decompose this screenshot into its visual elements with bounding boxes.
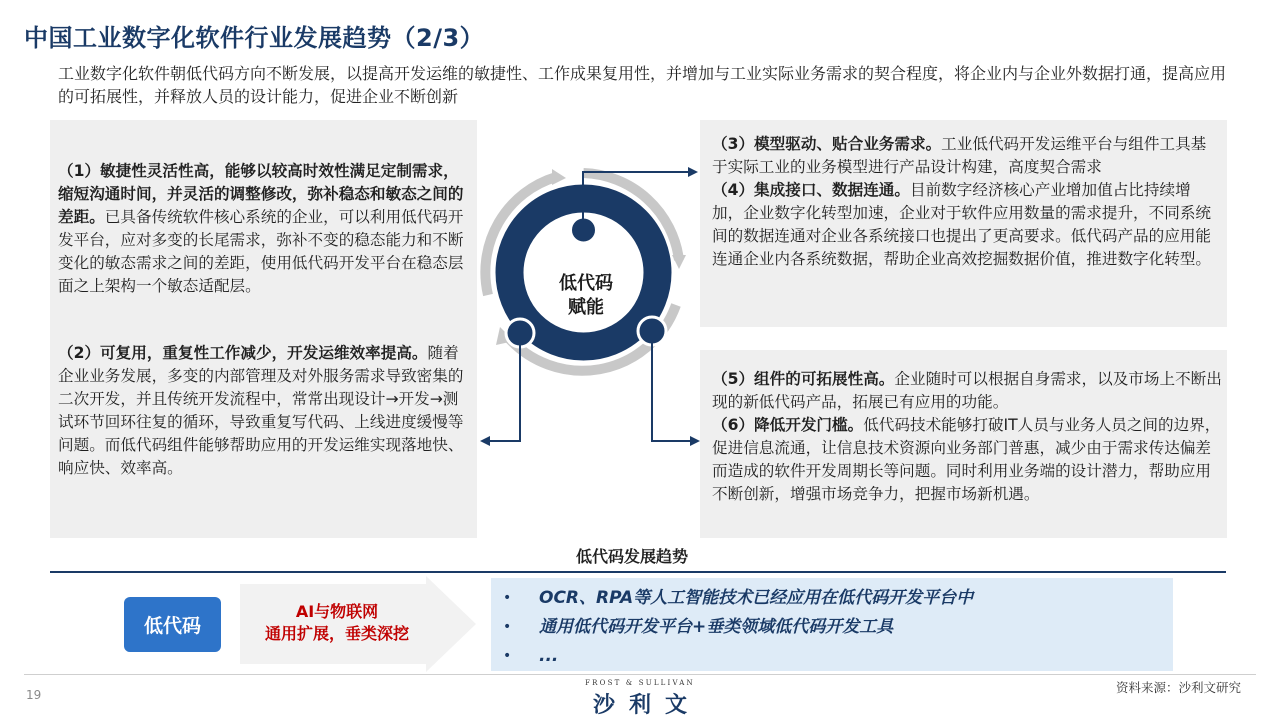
bullet-text: 通用低代码开发平台+垂类领域低代码开发工具 bbox=[539, 617, 894, 637]
point-1-body: 已具备传统软件核心系统的企业，可以利用低代码开发平台，应对多变的长尾需求，弥补不变的稳态能力和不断变化的敏态需求之间的差距，使用低代码开发平台在稳态层面之上架构一个敏态适配层。 bbox=[58, 208, 464, 295]
point-4 bbox=[712, 179, 1220, 271]
point-3-body: 工业低代码开发运维平台与组件工具基于实际工业的业务模型进行产品设计构建，高度契合需求 bbox=[712, 135, 1207, 176]
bullet-icon: • bbox=[503, 619, 512, 635]
list-item bbox=[503, 642, 1173, 671]
trends-divider bbox=[50, 571, 1226, 573]
point-6-body: 低代码技术能够打破IT人员与业务人员之间的边界，促进信息流通，让信息技术资源向业务部门普惠，减少由于需求传达偏差而造成的软件开发周期长等问题。同时利用业务端的设计潜力，帮助应用不断创新，增强市场竞争力，把握市场新机遇。 bbox=[712, 416, 1221, 503]
bullet-icon: • bbox=[503, 590, 512, 606]
point-6 bbox=[712, 414, 1224, 506]
bullet-text: OCR、RPA等人工智能技术已经应用在低代码开发平台中 bbox=[539, 588, 974, 608]
center-label bbox=[540, 272, 632, 320]
point-4-body: 目前数字经济核心产业增加值占比持续增加，企业数字化转型加速，企业对于软件应用数量的需求提升，不同系统间的数据连通对企业各系统接口也提出了更高要求。低代码产品的应用能连通企业内各系统数据，帮助企业高效挖掘数据价值，推进数字化转型。 bbox=[712, 181, 1212, 268]
trend-bullets bbox=[491, 578, 1173, 671]
point-2-body: 随着企业业务发展，多变的内部管理及对外服务需求导致密集的二次开发，并且传统开发流程中，常常出现设计→开发→测试环节回环往复的循环，导致重复写代码、上线进度缓慢等问题。而低代码组件能够帮助应用的开发运维实现落地快、响应快、效率高。 bbox=[58, 344, 464, 477]
point-5-heading: （5）组件的可拓展性高。 bbox=[712, 370, 895, 388]
point-2-heading: （2）可复用，重复性工作减少，开发运维效率提高。 bbox=[58, 344, 428, 362]
connector-left-head bbox=[480, 436, 490, 446]
page-title: 中国工业数字化软件行业发展趋势（2/3） bbox=[24, 24, 485, 52]
point-5 bbox=[712, 368, 1224, 414]
page-number: 19 bbox=[26, 688, 42, 702]
ai-text bbox=[244, 601, 430, 645]
center-line-2: 赋能 bbox=[568, 297, 604, 318]
logo: 沙利文 bbox=[592, 693, 701, 718]
point-2 bbox=[58, 342, 468, 480]
intro-text: 工业数字化软件朝低代码方向不断发展，以提高开发运维的敏捷性、工作成果复用性，并增加与工业实际业务需求的契合程度，将企业内与企业外数据打通，提高应用的可拓展性，并释放人员的设计能力，促进企业不断创新 bbox=[58, 64, 1227, 106]
connector-right-head bbox=[690, 436, 700, 446]
point-3-heading: （3）模型驱动、贴合业务需求。 bbox=[712, 135, 942, 153]
point-3 bbox=[712, 133, 1220, 179]
ring-node-top bbox=[571, 217, 597, 243]
ai-line-1: AI与物联网 bbox=[295, 602, 379, 621]
center-line-1: 低代码 bbox=[559, 273, 613, 294]
trends-title: 低代码发展趋势 bbox=[575, 547, 688, 566]
ring-node-right bbox=[638, 317, 666, 345]
bullet-text: ... bbox=[539, 646, 559, 666]
point-5-body: 企业随时可以根据自身需求，以及市场上不断出现的新低代码产品，拓展已有应用的功能。 bbox=[712, 370, 1222, 411]
point-6-heading: （6）降低开发门槛。 bbox=[712, 416, 864, 434]
ring-node-left bbox=[506, 319, 534, 347]
ai-line-2: 通用扩展，垂类深挖 bbox=[264, 624, 409, 643]
bullet-icon: • bbox=[503, 648, 512, 664]
point-4-heading: （4）集成接口、数据连通。 bbox=[712, 181, 910, 199]
point-1 bbox=[58, 160, 468, 298]
list-item bbox=[503, 613, 1173, 642]
point-1-heading: （1）敏捷性灵活性高，能够以较高时效性满足定制需求，缩短沟通时间，并灵活的调整修改，弥补稳态和敏态之间的差距。 bbox=[58, 162, 464, 226]
list-item bbox=[503, 584, 1173, 613]
points-5-6 bbox=[712, 368, 1224, 506]
source-note: 资料来源：沙利文研究 bbox=[1116, 680, 1242, 695]
logo-subtitle: FROST & SULLIVAN bbox=[585, 679, 695, 687]
low-code-badge: 低代码 bbox=[124, 597, 221, 652]
footer-divider bbox=[24, 674, 1256, 675]
points-3-4 bbox=[712, 133, 1220, 271]
